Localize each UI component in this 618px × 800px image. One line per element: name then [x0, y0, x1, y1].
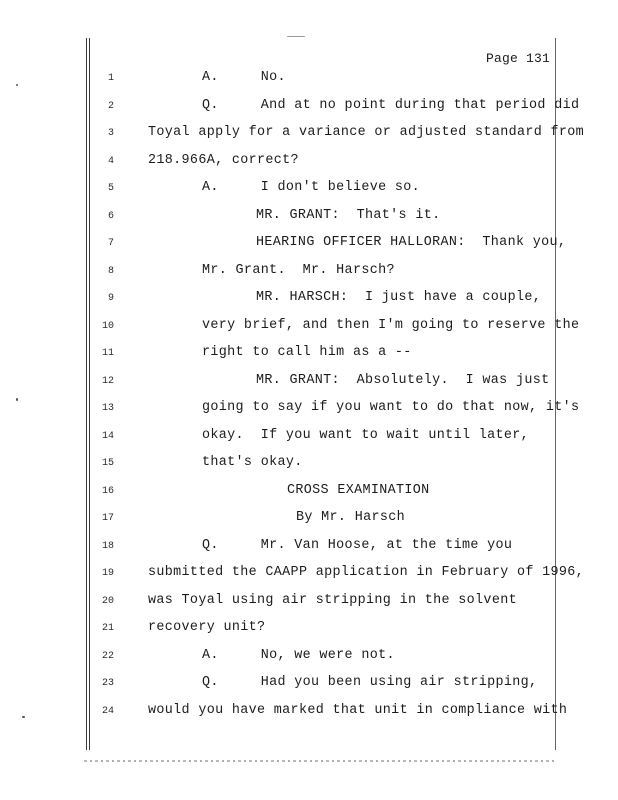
line-text: Q. Mr. Van Hoose, at the time you: [202, 537, 513, 553]
line-text: Q. And at no point during that period did: [202, 97, 580, 113]
line-number: 5: [107, 183, 114, 194]
scan-speck: [22, 716, 25, 718]
transcript-line: [0, 263, 618, 283]
transcript-line: [0, 373, 618, 393]
scan-speck: [16, 84, 18, 86]
line-text: Q. Had you been using air stripping,: [202, 675, 538, 690]
line-number: 2: [107, 100, 114, 112]
line-number: 17: [101, 513, 114, 524]
line-text: MR. HARSCH: I just have a couple,: [256, 290, 542, 305]
line-text: would you have marked that unit in compliance with: [148, 702, 568, 718]
transcript-line: [0, 98, 618, 118]
line-number: 15: [101, 458, 114, 469]
line-text: CROSS EXAMINATION: [287, 482, 430, 498]
line-text: submitted the CAAPP application in February of 1996,: [148, 565, 585, 580]
transcript-line: [0, 318, 618, 338]
line-number: 1: [107, 73, 114, 84]
scan-speck: [287, 36, 305, 37]
transcript-line: [0, 400, 618, 420]
transcript-line: [0, 620, 618, 640]
transcript-line: [0, 153, 618, 173]
transcript-line: [0, 70, 618, 90]
line-number: 7: [107, 238, 114, 249]
transcript-line: [0, 345, 618, 365]
transcript-line: [0, 208, 618, 228]
transcript-line: [0, 455, 618, 475]
transcript-line: [0, 510, 618, 530]
line-number: 9: [107, 293, 114, 304]
line-number: 19: [101, 568, 114, 579]
transcript-line: [0, 180, 618, 200]
line-text: A. No.: [202, 70, 286, 85]
transcript-line: [0, 648, 618, 668]
line-number: 8: [107, 265, 114, 277]
line-number: 23: [101, 678, 114, 689]
line-text: recovery unit?: [148, 620, 266, 635]
transcript-line: [0, 428, 618, 448]
line-number: 10: [101, 320, 114, 332]
line-text: okay. If you want to wait until later,: [202, 427, 530, 443]
line-text: By Mr. Harsch: [296, 510, 406, 525]
line-number: 11: [101, 348, 114, 359]
line-text: going to say if you want to do that now, it's: [202, 400, 580, 415]
line-text: HEARING OFFICER HALLORAN: Thank you,: [256, 235, 567, 250]
line-number: 16: [101, 485, 114, 497]
line-number: 24: [101, 705, 114, 717]
scan-speck: [16, 398, 18, 401]
footer-scan-artifact: [84, 760, 554, 762]
line-number: 3: [107, 128, 114, 139]
transcript-line: [0, 703, 618, 723]
line-text: very brief, and then I'm going to reserve the: [202, 317, 580, 333]
line-text: MR. GRANT: That's it.: [256, 207, 441, 223]
line-text: A. No, we were not.: [202, 647, 395, 663]
transcript-line: [0, 125, 618, 145]
line-number: 12: [101, 375, 114, 387]
line-number: 21: [101, 623, 114, 634]
line-text: MR. GRANT: Absolutely. I was just: [256, 372, 550, 388]
line-text: 218.966A, correct?: [148, 152, 299, 168]
line-number: 20: [101, 595, 114, 607]
transcript-line: [0, 538, 618, 558]
line-text: Mr. Grant. Mr. Harsch?: [202, 262, 395, 278]
transcript-line: [0, 593, 618, 613]
transcript-line: [0, 565, 618, 585]
line-text: that's okay.: [202, 455, 303, 470]
transcript-line: [0, 483, 618, 503]
line-text: Toyal apply for a variance or adjusted standard from: [148, 125, 585, 140]
line-number: 6: [107, 210, 114, 222]
line-text: right to call him as a --: [202, 345, 412, 360]
line-number: 4: [107, 155, 114, 167]
transcript-line: [0, 235, 618, 255]
line-number: 18: [101, 540, 114, 552]
line-number: 22: [101, 650, 114, 662]
line-text: was Toyal using air stripping in the solvent: [148, 592, 517, 608]
transcript-line: [0, 290, 618, 310]
line-number: 14: [101, 430, 114, 442]
line-text: A. I don't believe so.: [202, 180, 421, 195]
line-number: 13: [101, 403, 114, 414]
transcript-line: [0, 675, 618, 695]
page-number: Page 131: [485, 51, 550, 66]
